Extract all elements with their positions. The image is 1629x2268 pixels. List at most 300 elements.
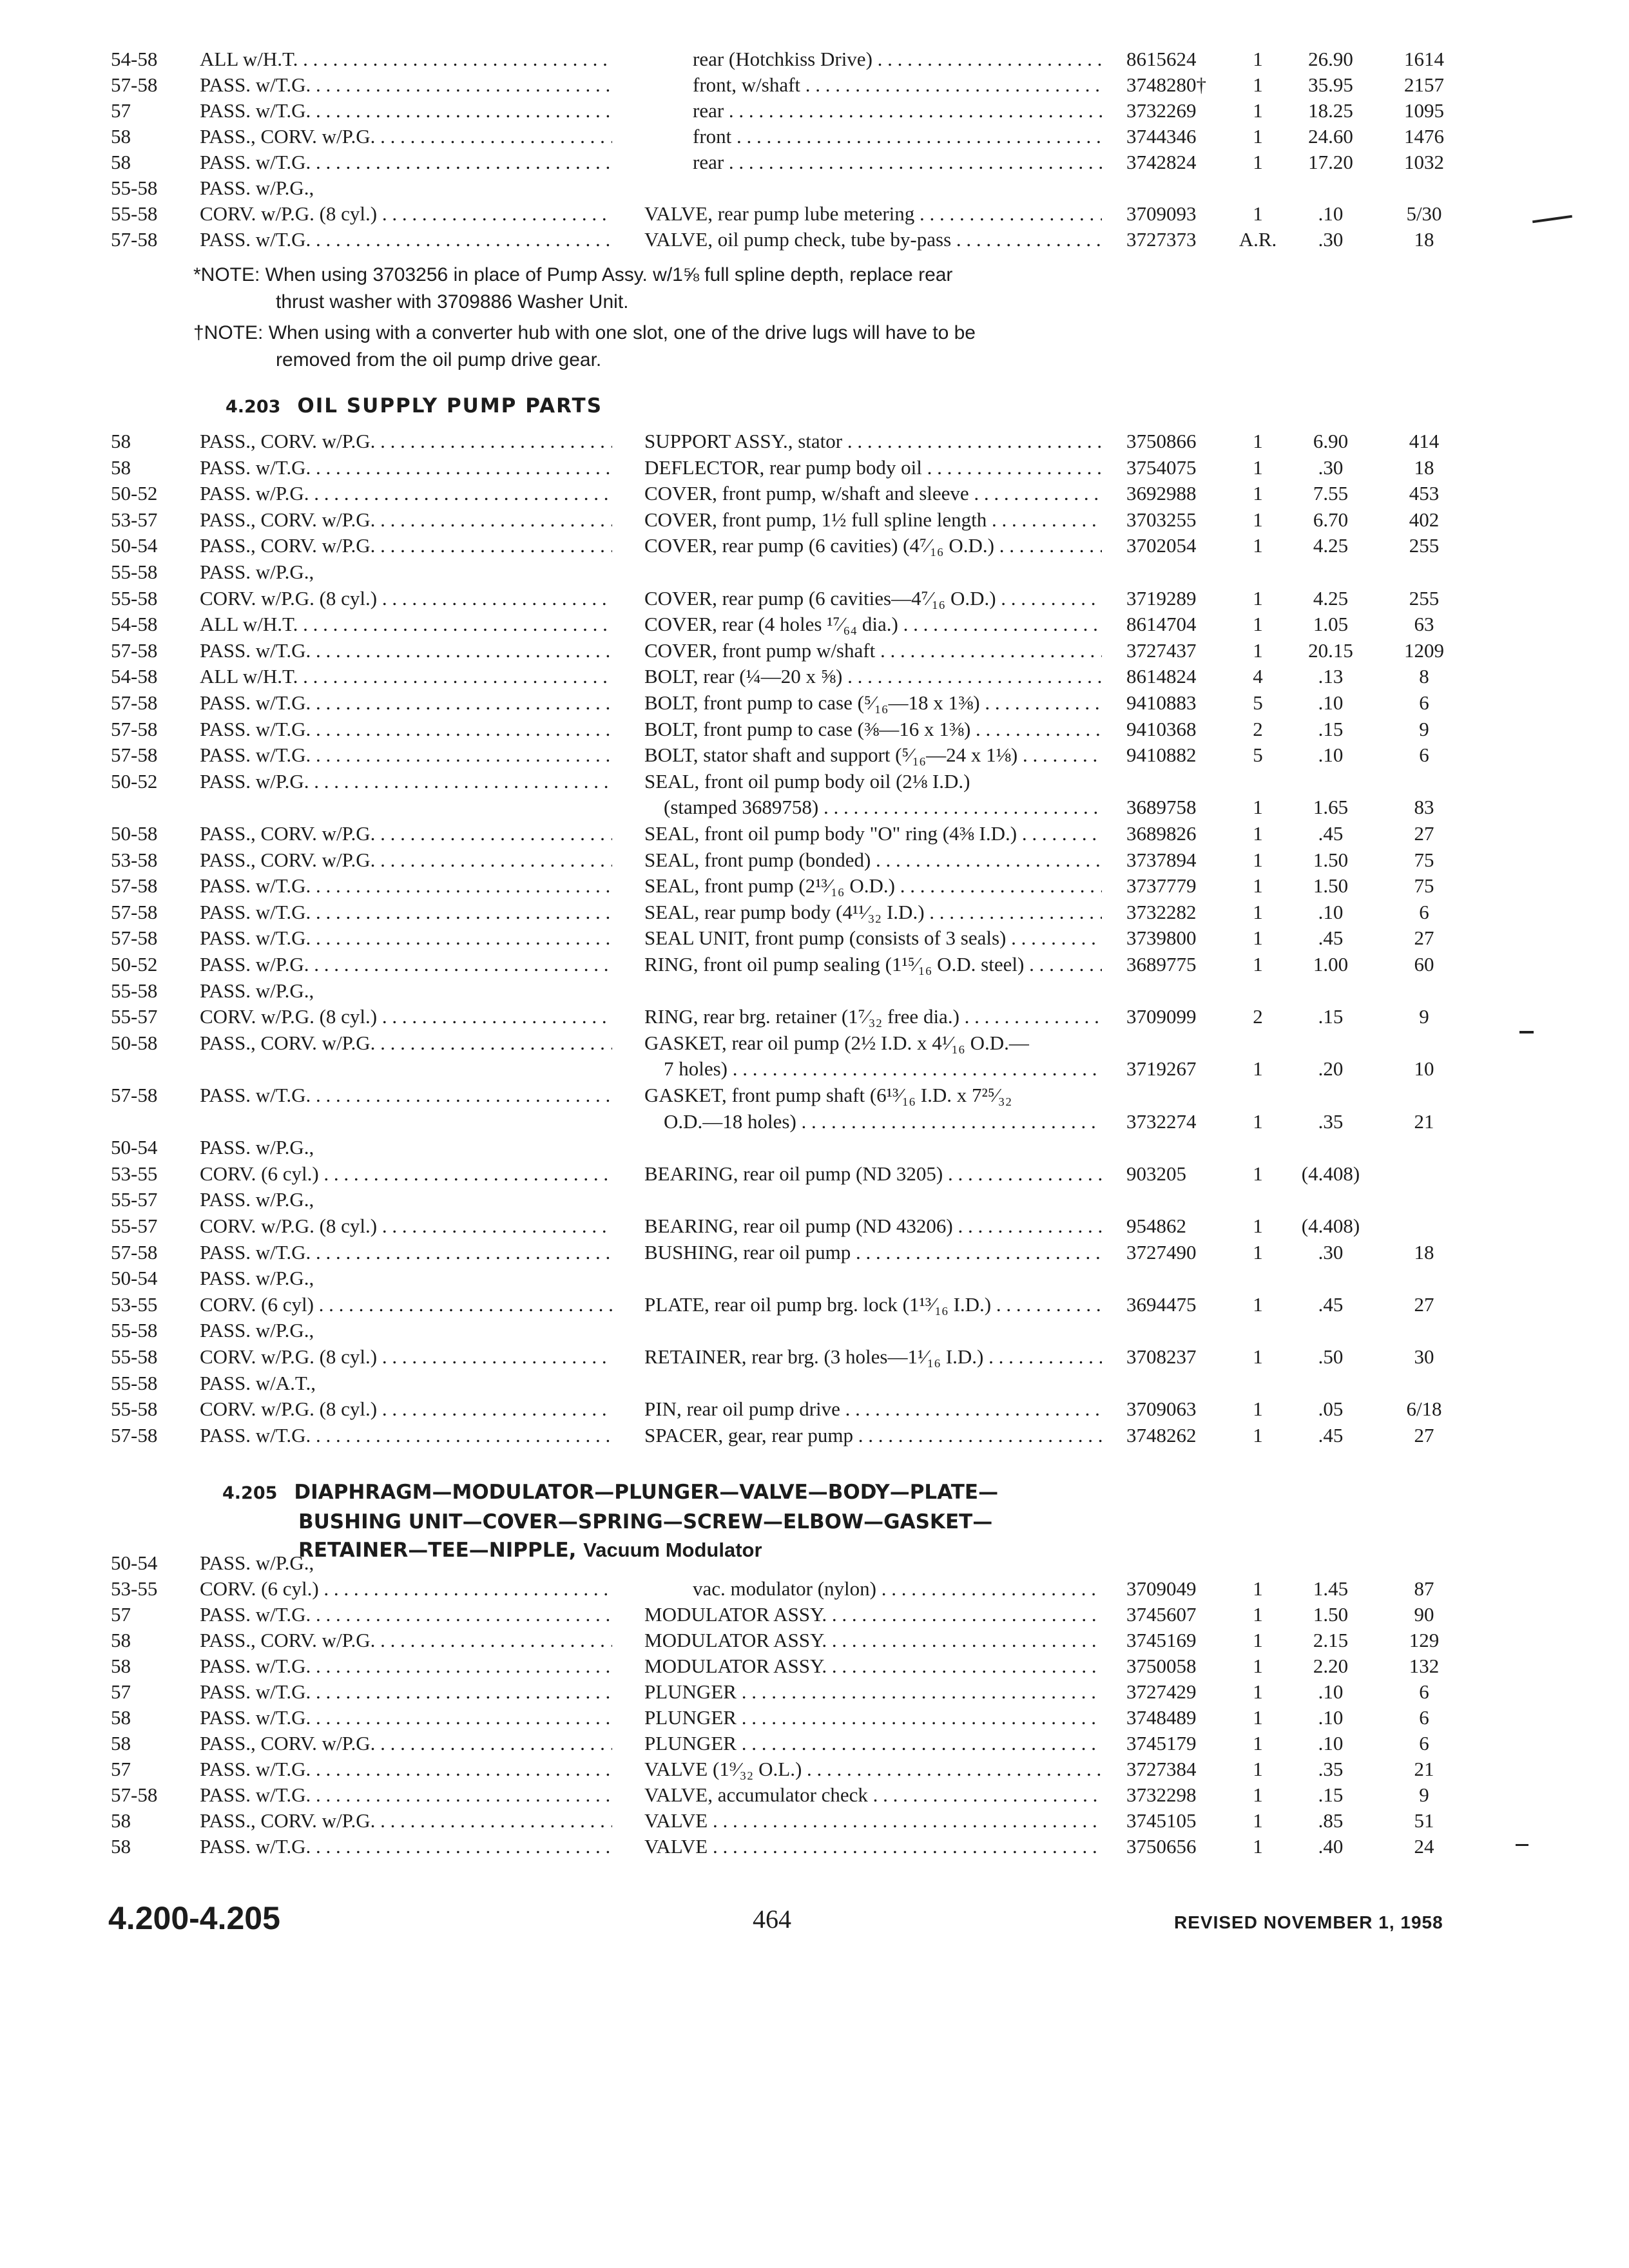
table-row: [0, 559, 1629, 585]
price-code: 6: [1419, 744, 1429, 767]
quantity: 1: [1253, 927, 1263, 950]
price-code: 24: [1414, 1835, 1434, 1858]
part-description: PLUNGER . . .: [644, 1705, 1102, 1731]
part-number: 3694475: [1126, 1293, 1197, 1316]
price-code: 2157: [1404, 73, 1444, 96]
price-code: 132: [1409, 1655, 1440, 1677]
quantity: 1: [1253, 508, 1263, 531]
model-years: 53-57: [111, 508, 158, 531]
table-row: [0, 873, 1629, 899]
model-years: 58: [111, 456, 131, 479]
price-code: 18: [1414, 456, 1434, 479]
list-price: .10: [1318, 900, 1344, 923]
application: PASS. w/P.G.,: [200, 1319, 314, 1342]
list-price: 6.70: [1313, 508, 1349, 531]
price-code: 30: [1414, 1345, 1434, 1368]
application: PASS., CORV. w/P.G. . . .: [200, 847, 612, 873]
quantity: 1: [1253, 1110, 1263, 1133]
table-row: [0, 1318, 1629, 1343]
model-years: 50-52: [111, 953, 158, 975]
quantity: 1: [1253, 73, 1263, 96]
part-description: VALVE . . .: [644, 1808, 1102, 1834]
price-code: 6: [1419, 1732, 1429, 1754]
table-row: [0, 1423, 1629, 1448]
model-years: 57-58: [111, 1783, 158, 1806]
quantity: 1: [1253, 796, 1263, 819]
model-years: 55-58: [111, 1319, 158, 1342]
note-2-line-2: removed from the oil pump drive gear.: [276, 349, 602, 370]
table-row: [0, 1576, 1629, 1602]
table-row: [0, 1653, 1629, 1679]
list-price: .10: [1318, 1680, 1344, 1703]
part-description: COVER, front pump, 1½ full spline length . . .: [644, 507, 1102, 533]
price-code: 90: [1414, 1603, 1434, 1626]
part-number: 3709093: [1126, 202, 1197, 225]
list-price: .15: [1318, 1783, 1344, 1806]
part-description: VALVE, rear pump lube metering . . .: [644, 201, 1102, 227]
quantity: 1: [1253, 1706, 1263, 1729]
quantity: 1: [1253, 1293, 1263, 1316]
model-years: 57: [111, 1603, 131, 1626]
list-price: .35: [1318, 1758, 1344, 1780]
quantity: 2: [1253, 717, 1263, 740]
table-row: [0, 1628, 1629, 1653]
application: PASS. w/T.G. . . .: [200, 1705, 612, 1731]
part-description: SEAL, front pump (bonded) . . .: [644, 847, 1102, 873]
price-code: 9: [1419, 1005, 1429, 1028]
part-number: 9410368: [1126, 717, 1197, 740]
application: CORV. w/P.G. (8 cyl.) . . .: [200, 1213, 612, 1239]
list-price: 26.90: [1308, 48, 1353, 70]
quantity: 5: [1253, 744, 1263, 767]
application: CORV. (6 cyl.) . . .: [200, 1576, 612, 1602]
application: PASS. w/P.G.,: [200, 1552, 314, 1574]
application: PASS. w/T.G. . . .: [200, 1834, 612, 1860]
part-number: 3739800: [1126, 927, 1197, 950]
part-number: 3689775: [1126, 953, 1197, 975]
list-price: 35.95: [1308, 73, 1353, 96]
part-number: 3732274: [1126, 1110, 1197, 1133]
part-description: SEAL, front oil pump body "O" ring (4⅜ I.D.) . . .: [644, 821, 1102, 847]
part-description: front, w/shaft . . .: [693, 72, 1102, 98]
quantity: 1: [1253, 1423, 1263, 1446]
table-row: [0, 611, 1629, 637]
model-years: 50-54: [111, 1267, 158, 1290]
price-code: 27: [1414, 1293, 1434, 1316]
application: PASS., CORV. w/P.G. . . .: [200, 1628, 612, 1653]
table-row: [0, 664, 1629, 689]
part-description: MODULATOR ASSY. . . .: [644, 1628, 1102, 1653]
list-price: .45: [1318, 822, 1344, 845]
note-2: [193, 320, 1121, 374]
model-years: 53-58: [111, 848, 158, 871]
part-number: 3745179: [1126, 1732, 1197, 1754]
list-price: .40: [1318, 1835, 1344, 1858]
table-row: [0, 1135, 1629, 1160]
model-years: 58: [111, 1809, 131, 1832]
price-code: 129: [1409, 1629, 1440, 1651]
table-row: [0, 227, 1629, 253]
table-row: [0, 716, 1629, 742]
table-row: [0, 507, 1629, 533]
part-description: BOLT, stator shaft and support (⁵⁄₁₆—24 x 1⅛) . . .: [644, 742, 1102, 768]
model-years: 55-57: [111, 1215, 158, 1237]
part-description: GASKET, front pump shaft (6¹³⁄₁₆ I.D. x 7²⁵⁄₃₂: [644, 1084, 1012, 1106]
application: PASS. w/P.G. . . .: [200, 952, 612, 977]
list-price: .30: [1318, 456, 1344, 479]
model-years: 58: [111, 1706, 131, 1729]
part-description: PLUNGER . . .: [644, 1731, 1102, 1756]
part-number: 3744346: [1126, 125, 1197, 148]
part-description: PIN, rear oil pump drive . . .: [644, 1396, 1102, 1422]
footer-revised-date: REVISED NOVEMBER 1, 1958: [1174, 1912, 1443, 1932]
quantity: 1: [1253, 1655, 1263, 1677]
part-description: vac. modulator (nylon) . . .: [693, 1576, 1102, 1602]
list-price: 1.50: [1313, 1603, 1349, 1626]
part-number: 3750656: [1126, 1835, 1197, 1858]
application: PASS. w/T.G. . . .: [200, 1082, 612, 1108]
part-number: 3708237: [1126, 1345, 1197, 1368]
quantity: 1: [1253, 953, 1263, 975]
table-row: [0, 1187, 1629, 1213]
application: CORV. w/P.G. (8 cyl.) . . .: [200, 1344, 612, 1370]
model-years: 57: [111, 1758, 131, 1780]
table-row: [0, 455, 1629, 481]
price-code: 6/18: [1406, 1398, 1442, 1421]
part-number: 954862: [1126, 1215, 1186, 1237]
part-description: PLUNGER . . .: [644, 1679, 1102, 1705]
part-number: 9410882: [1126, 744, 1197, 767]
part-description: (stamped 3689758) . . .: [664, 794, 1102, 820]
list-price: 4.25: [1313, 586, 1349, 610]
part-description: VALVE, oil pump check, tube by-pass . . .: [644, 227, 1102, 253]
table-row: [0, 638, 1629, 664]
application: CORV. w/P.G. (8 cyl.) . . .: [200, 1396, 612, 1422]
part-description: RING, rear brg. retainer (1⁷⁄₃₂ free dia.) . . .: [644, 1004, 1102, 1030]
table-row: [0, 201, 1629, 227]
table-row: [0, 46, 1629, 72]
part-number: 3754075: [1126, 456, 1197, 479]
table-row: [0, 1834, 1629, 1860]
list-price: .10: [1318, 744, 1344, 767]
part-number: 3748489: [1126, 1706, 1197, 1729]
model-years: 55-58: [111, 177, 158, 199]
part-number: 3750058: [1126, 1655, 1197, 1677]
application: PASS., CORV. w/P.G. . . .: [200, 533, 612, 559]
section-heading-4-203: [226, 392, 602, 421]
price-code: 1209: [1404, 639, 1444, 662]
table-row: [0, 925, 1629, 951]
model-years: 57: [111, 99, 131, 122]
quantity: 1: [1253, 1680, 1263, 1703]
list-price: .10: [1318, 1732, 1344, 1754]
model-years: 54-58: [111, 48, 158, 70]
quantity: 5: [1253, 691, 1263, 714]
list-price: 24.60: [1308, 125, 1353, 148]
table-row: [0, 1679, 1629, 1705]
table-row: [0, 1756, 1629, 1782]
quantity: 1: [1253, 1783, 1263, 1806]
table-row: [0, 1370, 1629, 1396]
model-years: 53-55: [111, 1577, 158, 1600]
part-description: COVER, rear (4 holes ¹⁷⁄₆₄ dia.) . . .: [644, 611, 1102, 637]
part-description: COVER, front pump w/shaft . . .: [644, 638, 1102, 664]
model-years: 50-54: [111, 1136, 158, 1159]
list-price: .15: [1318, 717, 1344, 740]
part-description: MODULATOR ASSY. . . .: [644, 1602, 1102, 1628]
part-number: 3719267: [1126, 1057, 1197, 1081]
part-description: COVER, rear pump (6 cavities) (4⁷⁄₁₆ O.D.) . . .: [644, 533, 1102, 559]
part-number: 3727384: [1126, 1758, 1197, 1780]
price-code: 27: [1414, 822, 1434, 845]
part-description: MODULATOR ASSY. . . .: [644, 1653, 1102, 1679]
table-row: [0, 72, 1629, 98]
model-years: 57-58: [111, 1240, 158, 1264]
table-row: [0, 1292, 1629, 1318]
part-description: SEAL, front pump (2¹³⁄₁₆ O.D.) . . .: [644, 873, 1102, 899]
quantity: 1: [1253, 1215, 1263, 1237]
part-number: 3709049: [1126, 1577, 1197, 1600]
table-row: [0, 1782, 1629, 1808]
section-title-line-3-bold: RETAINER—TEE—NIPPLE,: [298, 1539, 577, 1562]
margin-pen-mark: [1516, 1844, 1528, 1846]
quantity: 1: [1253, 613, 1263, 636]
table-row: [0, 1082, 1629, 1108]
list-price: 6.90: [1313, 430, 1349, 452]
section-number: 4.203: [226, 397, 281, 417]
table-row: [0, 481, 1629, 506]
application: PASS., CORV. w/P.G. . . .: [200, 1030, 612, 1056]
part-description: SEAL, front oil pump body oil (2⅛ I.D.): [644, 769, 970, 793]
note-2-line-1: †NOTE: When using with a converter hub with one slot, one of the drive lugs will have to be: [193, 322, 976, 343]
application: ALL w/H.T. . . .: [200, 611, 612, 637]
part-number: 3689758: [1126, 796, 1197, 819]
model-years: 55-58: [111, 1371, 158, 1394]
application: PASS. w/T.G. . . .: [200, 742, 612, 768]
part-number: 9410883: [1126, 691, 1197, 714]
model-years: 55-58: [111, 561, 158, 583]
part-number: 3732282: [1126, 900, 1197, 923]
list-price: 17.20: [1308, 151, 1353, 173]
application: CORV. (6 cyl) . . .: [200, 1292, 612, 1318]
application: PASS., CORV. w/P.G. . . .: [200, 124, 612, 149]
model-years: 58: [111, 1732, 131, 1754]
table-row: [0, 1030, 1629, 1056]
part-number: 8615624: [1126, 48, 1197, 70]
part-description: BOLT, front pump to case (⅜—16 x 1⅜) . . .: [644, 716, 1102, 742]
quantity: 1: [1253, 639, 1263, 662]
part-description: PLATE, rear oil pump brg. lock (1¹³⁄₁₆ I.D.) . . .: [644, 1292, 1102, 1318]
part-description: rear . . .: [693, 98, 1102, 124]
table-row: [0, 1161, 1629, 1187]
part-number: 3732298: [1126, 1783, 1197, 1806]
section-title-line-3-rest: Vacuum Modulator: [583, 1539, 762, 1561]
part-description: O.D.—18 holes) . . .: [664, 1109, 1102, 1135]
list-price: .20: [1318, 1057, 1344, 1081]
price-code: 6: [1419, 1680, 1429, 1703]
model-years: 57-58: [111, 691, 158, 714]
application: PASS. w/T.G. . . .: [200, 455, 612, 481]
table-row: [0, 1265, 1629, 1291]
application: PASS. w/T.G. . . .: [200, 1423, 612, 1448]
list-price: 2.15: [1313, 1629, 1349, 1651]
quantity: 1: [1253, 1603, 1263, 1626]
model-years: 58: [111, 125, 131, 148]
table-row: [0, 1344, 1629, 1370]
margin-pen-mark: [1519, 1031, 1534, 1033]
table-row: [0, 1550, 1629, 1576]
list-price: .35: [1318, 1110, 1344, 1133]
price-code: 27: [1414, 927, 1434, 950]
quantity: 1: [1253, 1345, 1263, 1368]
application: PASS., CORV. w/P.G. . . .: [200, 1808, 612, 1834]
application: PASS. w/P.G. . . .: [200, 481, 612, 506]
application: PASS. w/T.G. . . .: [200, 1756, 612, 1782]
application: PASS. w/T.G. . . .: [200, 149, 612, 175]
part-description: VALVE, accumulator check . . .: [644, 1782, 1102, 1808]
list-price: .10: [1318, 202, 1344, 225]
model-years: 57: [111, 1680, 131, 1703]
list-price: .30: [1318, 228, 1344, 251]
list-price: .10: [1318, 1706, 1344, 1729]
application: CORV. w/P.G. (8 cyl.) . . .: [200, 586, 612, 611]
quantity: 1: [1253, 1835, 1263, 1858]
table-row: [0, 1240, 1629, 1265]
application: PASS., CORV. w/P.G. . . .: [200, 507, 612, 533]
part-number: 3692988: [1126, 482, 1197, 505]
list-price: .45: [1318, 927, 1344, 950]
price-code: 75: [1414, 874, 1434, 898]
application: PASS. w/T.G. . . .: [200, 925, 612, 951]
quantity: 1: [1253, 456, 1263, 479]
list-price: 1.45: [1313, 1577, 1349, 1600]
part-number: 3737779: [1126, 874, 1197, 898]
table-row: [0, 1213, 1629, 1239]
model-years: 50-58: [111, 1031, 158, 1054]
part-number: 3737894: [1126, 848, 1197, 871]
price-code: 18: [1414, 1240, 1434, 1264]
part-number: 3727429: [1126, 1680, 1197, 1703]
model-years: 57-58: [111, 639, 158, 662]
application: PASS., CORV. w/P.G. . . .: [200, 428, 612, 454]
model-years: 57-58: [111, 744, 158, 767]
section-title: OIL SUPPLY PUMP PARTS: [297, 394, 603, 418]
list-price: .85: [1318, 1809, 1344, 1832]
table-row: [0, 586, 1629, 611]
model-years: 57-58: [111, 927, 158, 950]
part-number: 3732269: [1126, 99, 1197, 122]
price-code: 27: [1414, 1423, 1434, 1446]
price-code: 414: [1409, 430, 1440, 452]
quantity: 1: [1253, 202, 1263, 225]
price-code: 1476: [1404, 125, 1444, 148]
application: PASS. w/P.G.,: [200, 177, 314, 199]
price-code: 6: [1419, 1706, 1429, 1729]
part-number: 3727490: [1126, 1240, 1197, 1264]
part-number: 3719289: [1126, 586, 1197, 610]
quantity: 1: [1253, 1809, 1263, 1832]
model-years: 55-58: [111, 202, 158, 225]
quantity: 1: [1253, 1758, 1263, 1780]
quantity: 1: [1253, 900, 1263, 923]
list-price: .13: [1318, 665, 1344, 688]
model-years: 58: [111, 1835, 131, 1858]
model-years: 50-52: [111, 769, 158, 793]
part-description: GASKET, rear oil pump (2½ I.D. x 4¹⁄₁₆ O.D.—: [644, 1031, 1029, 1054]
model-years: 50-54: [111, 1552, 158, 1574]
footer-page-number: 464: [753, 1905, 791, 1934]
table-row: [0, 847, 1629, 873]
list-price: 18.25: [1308, 99, 1353, 122]
section-number: 4.205: [222, 1483, 278, 1503]
price-code: 83: [1414, 796, 1434, 819]
model-years: 57-58: [111, 900, 158, 923]
list-price: 1.05: [1313, 613, 1349, 636]
table-row: [0, 1705, 1629, 1731]
list-price: (4.408): [1301, 1215, 1360, 1237]
application: PASS. w/A.T.,: [200, 1371, 316, 1394]
table-row: [0, 124, 1629, 149]
list-price: 1.65: [1313, 796, 1349, 819]
price-code: 1032: [1404, 151, 1444, 173]
quantity: 1: [1253, 822, 1263, 845]
list-price: 1.00: [1313, 953, 1349, 975]
price-code: 18: [1414, 228, 1434, 251]
part-number: 3748280†: [1126, 73, 1206, 96]
part-number: 3748262: [1126, 1423, 1197, 1446]
model-years: 50-58: [111, 822, 158, 845]
price-code: 9: [1419, 717, 1429, 740]
quantity: 4: [1253, 665, 1263, 688]
price-code: 9: [1419, 1783, 1429, 1806]
part-number: 8614704: [1126, 613, 1197, 636]
quantity: 1: [1253, 99, 1263, 122]
model-years: 58: [111, 1629, 131, 1651]
table-row: [0, 149, 1629, 175]
quantity: 1: [1253, 586, 1263, 610]
application: PASS. w/P.G.,: [200, 1136, 314, 1159]
list-price: 7.55: [1313, 482, 1349, 505]
list-price: 4.25: [1313, 534, 1349, 557]
table-row: [0, 769, 1629, 794]
part-number: 3703255: [1126, 508, 1197, 531]
model-years: 57-58: [111, 228, 158, 251]
application: PASS. w/T.G. . . .: [200, 690, 612, 716]
quantity: 1: [1253, 1057, 1263, 1081]
table-row: [0, 821, 1629, 847]
quantity: 1: [1253, 1577, 1263, 1600]
list-price: .10: [1318, 691, 1344, 714]
application: CORV. (6 cyl.) . . .: [200, 1161, 612, 1187]
price-code: 8: [1419, 665, 1429, 688]
part-number: 3727373: [1126, 228, 1197, 251]
model-years: 54-58: [111, 665, 158, 688]
price-code: 255: [1409, 534, 1440, 557]
model-years: 57-58: [111, 73, 158, 96]
table-row: [0, 1731, 1629, 1756]
list-price: .15: [1318, 1005, 1344, 1028]
list-price: 1.50: [1313, 848, 1349, 871]
model-years: 57-58: [111, 717, 158, 740]
model-years: 55-57: [111, 1005, 158, 1028]
list-price: .50: [1318, 1345, 1344, 1368]
part-number: 3745105: [1126, 1809, 1197, 1832]
application: PASS. w/T.G. . . .: [200, 98, 612, 124]
application: ALL w/H.T. . . .: [200, 46, 612, 72]
part-description: BUSHING, rear oil pump . . .: [644, 1240, 1102, 1265]
list-price: (4.408): [1301, 1162, 1360, 1185]
application: PASS. w/T.G. . . .: [200, 1679, 612, 1705]
